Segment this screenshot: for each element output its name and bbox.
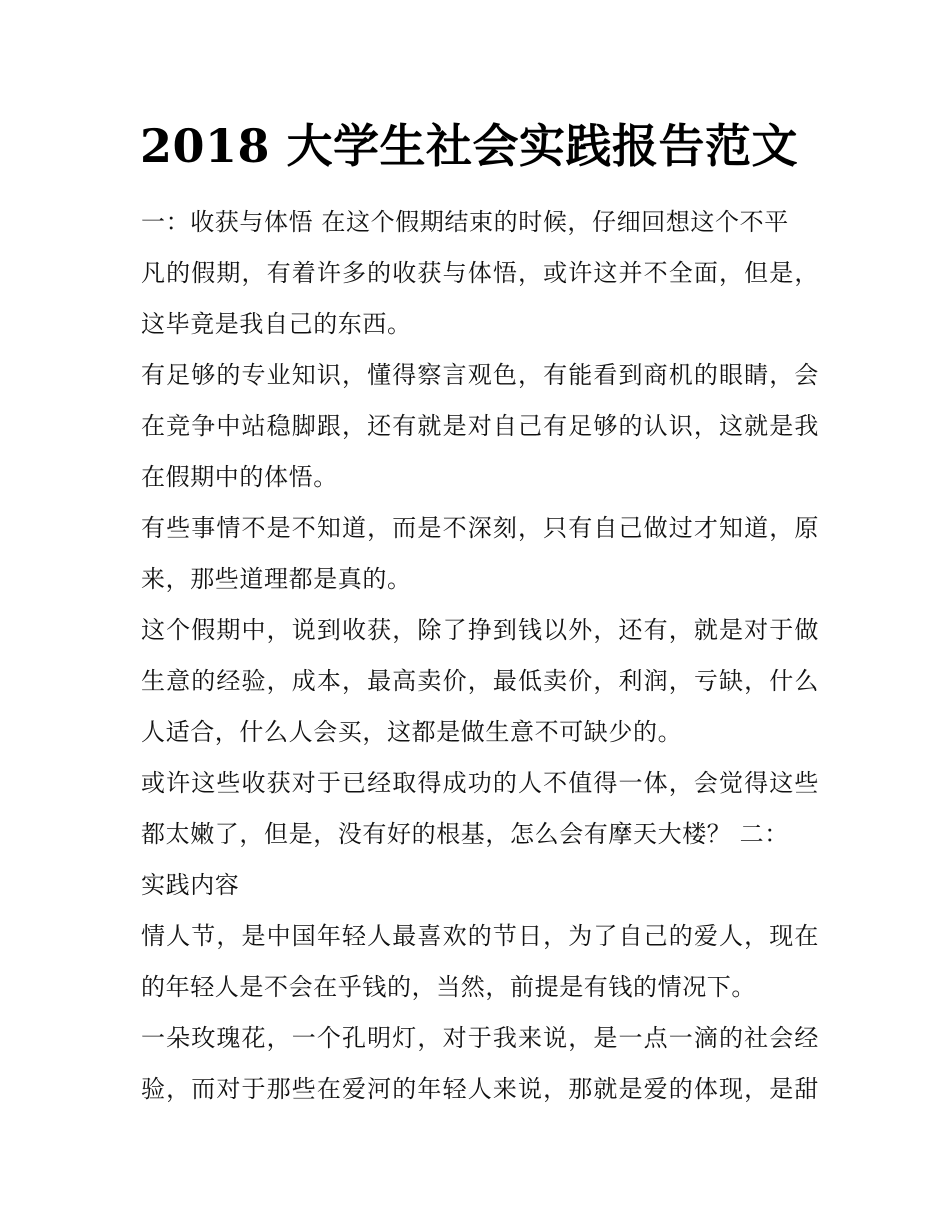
text-line: 有些事情不是不知道，而是不深刻，只有自己做过才知道，原 bbox=[141, 514, 819, 542]
document-title: 2018 大学生社会实践报告范文 bbox=[140, 119, 799, 173]
text-line: 这个假期中，说到收获，除了挣到钱以外，还有，就是对于做 bbox=[141, 616, 819, 644]
text-line: 在假期中的体悟。 bbox=[141, 463, 338, 491]
text-line: 生意的经验，成本，最高卖价，最低卖价，利润，亏缺，什么 bbox=[141, 667, 819, 695]
text-line: 都太嫩了，但是，没有好的根基，怎么会有摩天大楼？ 二： bbox=[141, 820, 789, 848]
text-line: 实践内容 bbox=[141, 871, 240, 899]
text-line: 在竞争中站稳脚跟，还有就是对自己有足够的认识，这就是我 bbox=[141, 412, 819, 440]
text-line: 情人节，是中国年轻人最喜欢的节日，为了自己的爱人，现在 bbox=[141, 922, 819, 950]
text-line: 这毕竟是我自己的东西。 bbox=[141, 310, 412, 338]
text-line: 一朵玫瑰花，一个孔明灯，对于我来说，是一点一滴的社会经 bbox=[141, 1024, 819, 1052]
text-line: 来，那些道理都是真的。 bbox=[141, 565, 412, 593]
text-line: 或许这些收获对于已经取得成功的人不值得一体，会觉得这些 bbox=[141, 769, 819, 797]
text-line: 的年轻人是不会在乎钱的，当然，前提是有钱的情况下。 bbox=[141, 973, 756, 1001]
text-line: 验，而对于那些在爱河的年轻人来说，那就是爱的体现，是甜 bbox=[141, 1075, 819, 1103]
document-body bbox=[141, 202, 819, 1120]
text-line: 凡的假期，有着许多的收获与体悟，或许这并不全面，但是， bbox=[141, 259, 819, 287]
text-line: 一：收获与体悟 在这个假期结束的时候，仔细回想这个不平 bbox=[141, 208, 789, 236]
text-line: 人适合，什么人会买，这都是做生意不可缺少的。 bbox=[141, 718, 683, 746]
text-line: 有足够的专业知识，懂得察言观色，有能看到商机的眼睛，会 bbox=[141, 361, 819, 389]
